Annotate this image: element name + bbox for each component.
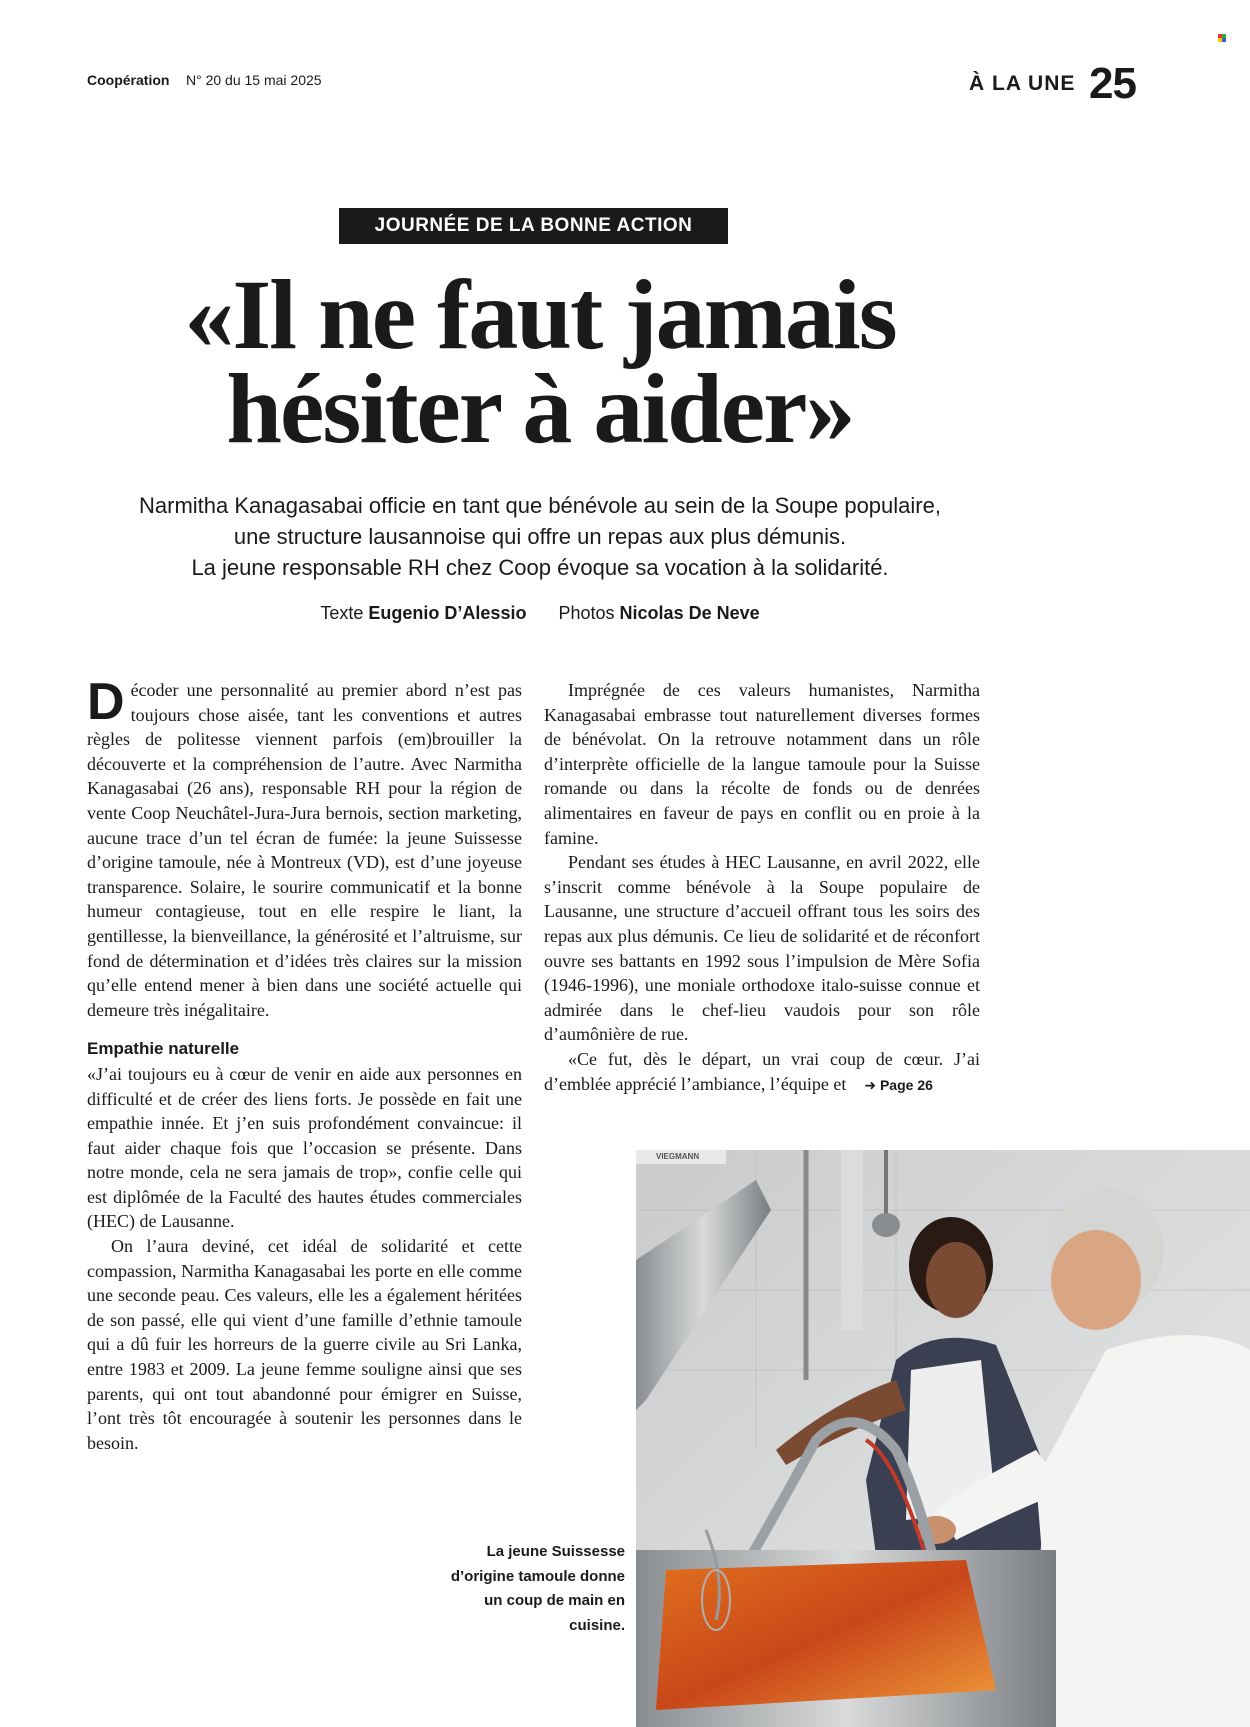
photos-label: Photos <box>558 603 615 623</box>
page-number: 25 <box>1089 59 1136 108</box>
byline <box>100 603 980 624</box>
article-column-right <box>544 678 980 1097</box>
photo-caption: La jeune Suissesse d’origine tamoule donne un coup de main en cuisine. <box>450 1543 625 1634</box>
dropcap: D <box>87 673 125 731</box>
publication-name: Coopération <box>87 72 170 88</box>
author-name: Eugenio D’Alessio <box>368 603 527 623</box>
article-paragraph: Imprégnée de ces valeurs humanistes, Narmitha Kanagasabai embrasse tout naturellement diverses formes de bénévolat. On la retrouve notamment dans un rôle d’interprète officielle de la langue tamoule pour la Suisse romande ou dans la récolte de fonds ou de denrées alimentaires en faveur de pays en conflit ou en proie à la famine. <box>544 680 980 848</box>
issue-date: N° 20 du 15 mai 2025 <box>186 72 322 88</box>
headline <box>100 259 980 464</box>
article-column-left <box>87 673 522 1455</box>
lead-line-3: La jeune responsable RH chez Coop évoque sa vocation à la solidarité. <box>191 555 889 580</box>
headline-line-2: hésiter à aider» <box>226 353 854 464</box>
lead-line-1: Narmitha Kanagasabai officie en tant que bénévole au sein de la Soupe populaire, <box>139 493 941 518</box>
article-paragraph: Pendant ses études à HEC Lausanne, en avril 2022, elle s’inscrit comme bénévole à la Soupe populaire de Lausanne, une structure d’accueil offrant tous les soirs des repas aux plus démunis. Ce lieu de solidarité et de réconfort ouvre ses battants en 1992 sous l’impulsion de Mère Sofia (1946-1996), une moniale orthodoxe italo-suisse connue et admirée dans le chef-lieu vaudois pour son rôle d’aumônière de rue. <box>544 852 980 1045</box>
continued-page-link[interactable]: ➜ Page 26 <box>864 1076 933 1093</box>
kicker-label: JOURNÉE DE LA BONNE ACTION <box>339 208 728 244</box>
lead-paragraph <box>100 490 980 583</box>
article-paragraph: Décoder une personnalité au premier abord n’est pas toujours chose aisée, tant les conventions et autres règles de politesse viennent parfois (em)brouiller la découverte et la compréhension de l’autre. Avec Narmitha Kanagasabai (26 ans), responsable RH pour la région de vente Coop Neuchâtel-Jura-Jura bernois, section marketing, aucune trace d’un tel écran de fumée: la jeune Suissesse d’origine tamoule, née à Montreux (VD), est d’une joyeuse transparence. Solaire, le sourire communicatif et la bonne humeur contagieuse, tout en elle respire le liant, la gentillesse, la bienveillance, la générosité et l’altruisme, sur fond de détermination et d’idées très claires sur la mission qu’elle entend mener à bien dans une société actuelle qui demeure très inégalitaire. <box>87 673 522 1020</box>
section-label: À LA UNE <box>969 72 1076 95</box>
text-label: Texte <box>320 603 364 623</box>
article-paragraph: On l’aura deviné, cet idéal de solidarité et cette compassion, Narmitha Kanagasabai les porte en elle comme une seconde peau. Ces valeurs, elle les a également héritées de son passé, elle qui vient d’une famille d’ethnie tamoule qui a dû fuir les horreurs de la guerre civile au Sri Lanka, entre 1983 et 2009. La jeune femme souligne ainsi que ses parents, qui ont tout abandonné pour émigrer en Suisse, l’ont très tôt encouragée à soutenir les personnes dans le besoin. <box>87 1236 522 1453</box>
kitchen-photo <box>636 1150 1250 1727</box>
article-paragraph: «J’ai toujours eu à cœur de venir en aide aux personnes en difficulté et de créer des liens forts. Je possède en fait une empathie innée. Et j’en suis profondément convaincue: il faut aider chaque fois que l’occasion se présente. Dans notre monde, cela ne sera jamais de trop», confie celle qui est diplômée de la Faculté des hautes études commerciales (HEC) de Lausanne. <box>87 1063 522 1232</box>
subheading: Empathie naturelle <box>87 1039 240 1059</box>
headline-line-1: «Il ne faut jamais <box>184 259 896 370</box>
article-paragraph: «Ce fut, dès le départ, un vrai coup de cœur. J’ai d’emblée apprécié l’ambiance, l’équipe et ➜ Page 26 <box>544 1048 980 1094</box>
photographer-name: Nicolas De Neve <box>619 603 760 623</box>
registration-mark-icon <box>1218 34 1226 42</box>
lead-line-2: une structure lausannoise qui offre un repas aux plus démunis. <box>233 524 847 549</box>
signage-text: VIEGMANN <box>656 1152 700 1161</box>
